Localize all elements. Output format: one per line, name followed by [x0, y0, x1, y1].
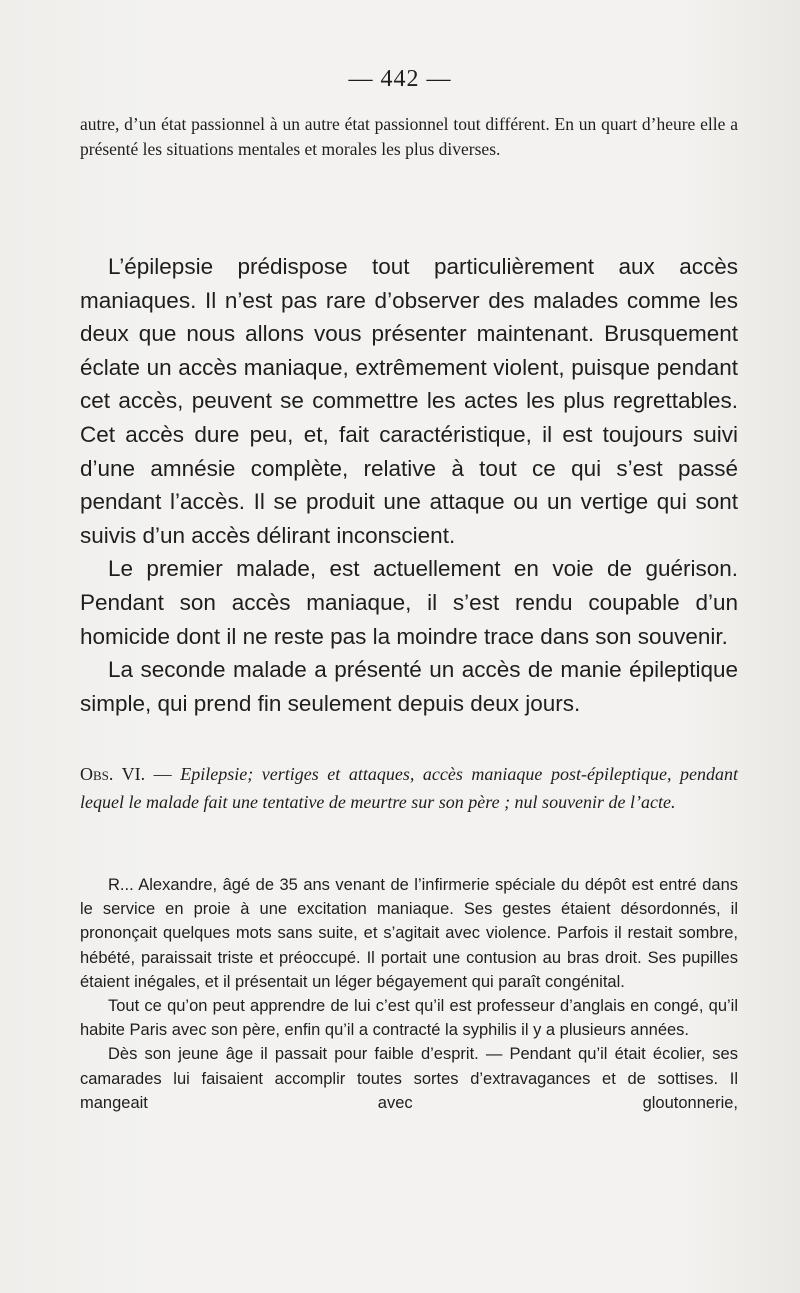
intro-paragraph-block: [80, 112, 738, 162]
observation-heading: [80, 760, 738, 816]
observation-separator: —: [145, 764, 181, 784]
paragraph-second-patient: La seconde malade a présenté un accès de manie épileptique simple, qui prend fin seulement depuis deux jours.: [80, 657, 738, 716]
observation-title: Epilepsie; vertiges et attaques, accès maniaque post-épileptique, pendant lequel le malade fait une tentative de meurtre sur son père ; nul souvenir de l’acte.: [80, 764, 738, 812]
page-number: — 442 —: [348, 66, 452, 92]
observation-paragraph: Tout ce qu’on peut apprendre de lui c’est qu’il est professeur d’anglais en congé, qu’il habite Paris avec son père, enfin qu’il a contracté la syphilis il y a plusieurs années.: [80, 997, 738, 1040]
main-text-block: [80, 250, 738, 720]
paragraph-epilepsy: L’épilepsie prédispose tout particulièrement aux accès maniaques. Il n’est pas rare d’observer des malades comme les deux que nous allons vous présenter maintenant. Brusquement éclate un accès maniaque, extrêmement violent, puisque pendant cet accès, peuvent se commettre les actes les plus regrettables. Cet accès dure peu, et, fait caractéristique, il est toujours suivi d’une amnésie complète, relative à tout ce qui s’est passé pendant l’accès. Il se produit une attaque ou un vertige qui sont suivis d’un accès délirant inconscient.: [80, 254, 738, 548]
intro-paragraph: autre, d’un état passionnel à un autre état passionnel tout différent. En un quart d’heure elle a présenté les situations mentales et morales les plus diverses.: [80, 114, 738, 159]
observation-paragraph: R... Alexandre, âgé de 35 ans venant de l’infirmerie spéciale du dépôt est entré dans le service en proie à une excitation maniaque. Ses gestes étaient désordonnés, il prononçait quelques mots sans suite, et s’agitait avec violence. Parfois il restait sombre, hébété, paraissait triste et préoccupé. Il portait une contusion au bras droit. Ses pupilles étaient inégales, et il présentait un léger bégayement qui paraît congénital.: [80, 876, 738, 991]
paragraph-first-patient: Le premier malade, est actuellement en voie de guérison. Pendant son accès maniaque, il s’est rendu coupable d’un homicide dont il ne reste pas la moindre trace dans son souvenir.: [80, 556, 738, 649]
observation-label: Obs. VI.: [80, 764, 146, 784]
observation-body: [80, 873, 738, 1115]
observation-paragraph: Dès son jeune âge il passait pour faible d’esprit. — Pendant qu’il était écolier, ses camarades lui faisaient accomplir toutes sortes d’extravagances et de sottises. Il mangeait avec gloutonnerie,: [80, 1045, 738, 1112]
